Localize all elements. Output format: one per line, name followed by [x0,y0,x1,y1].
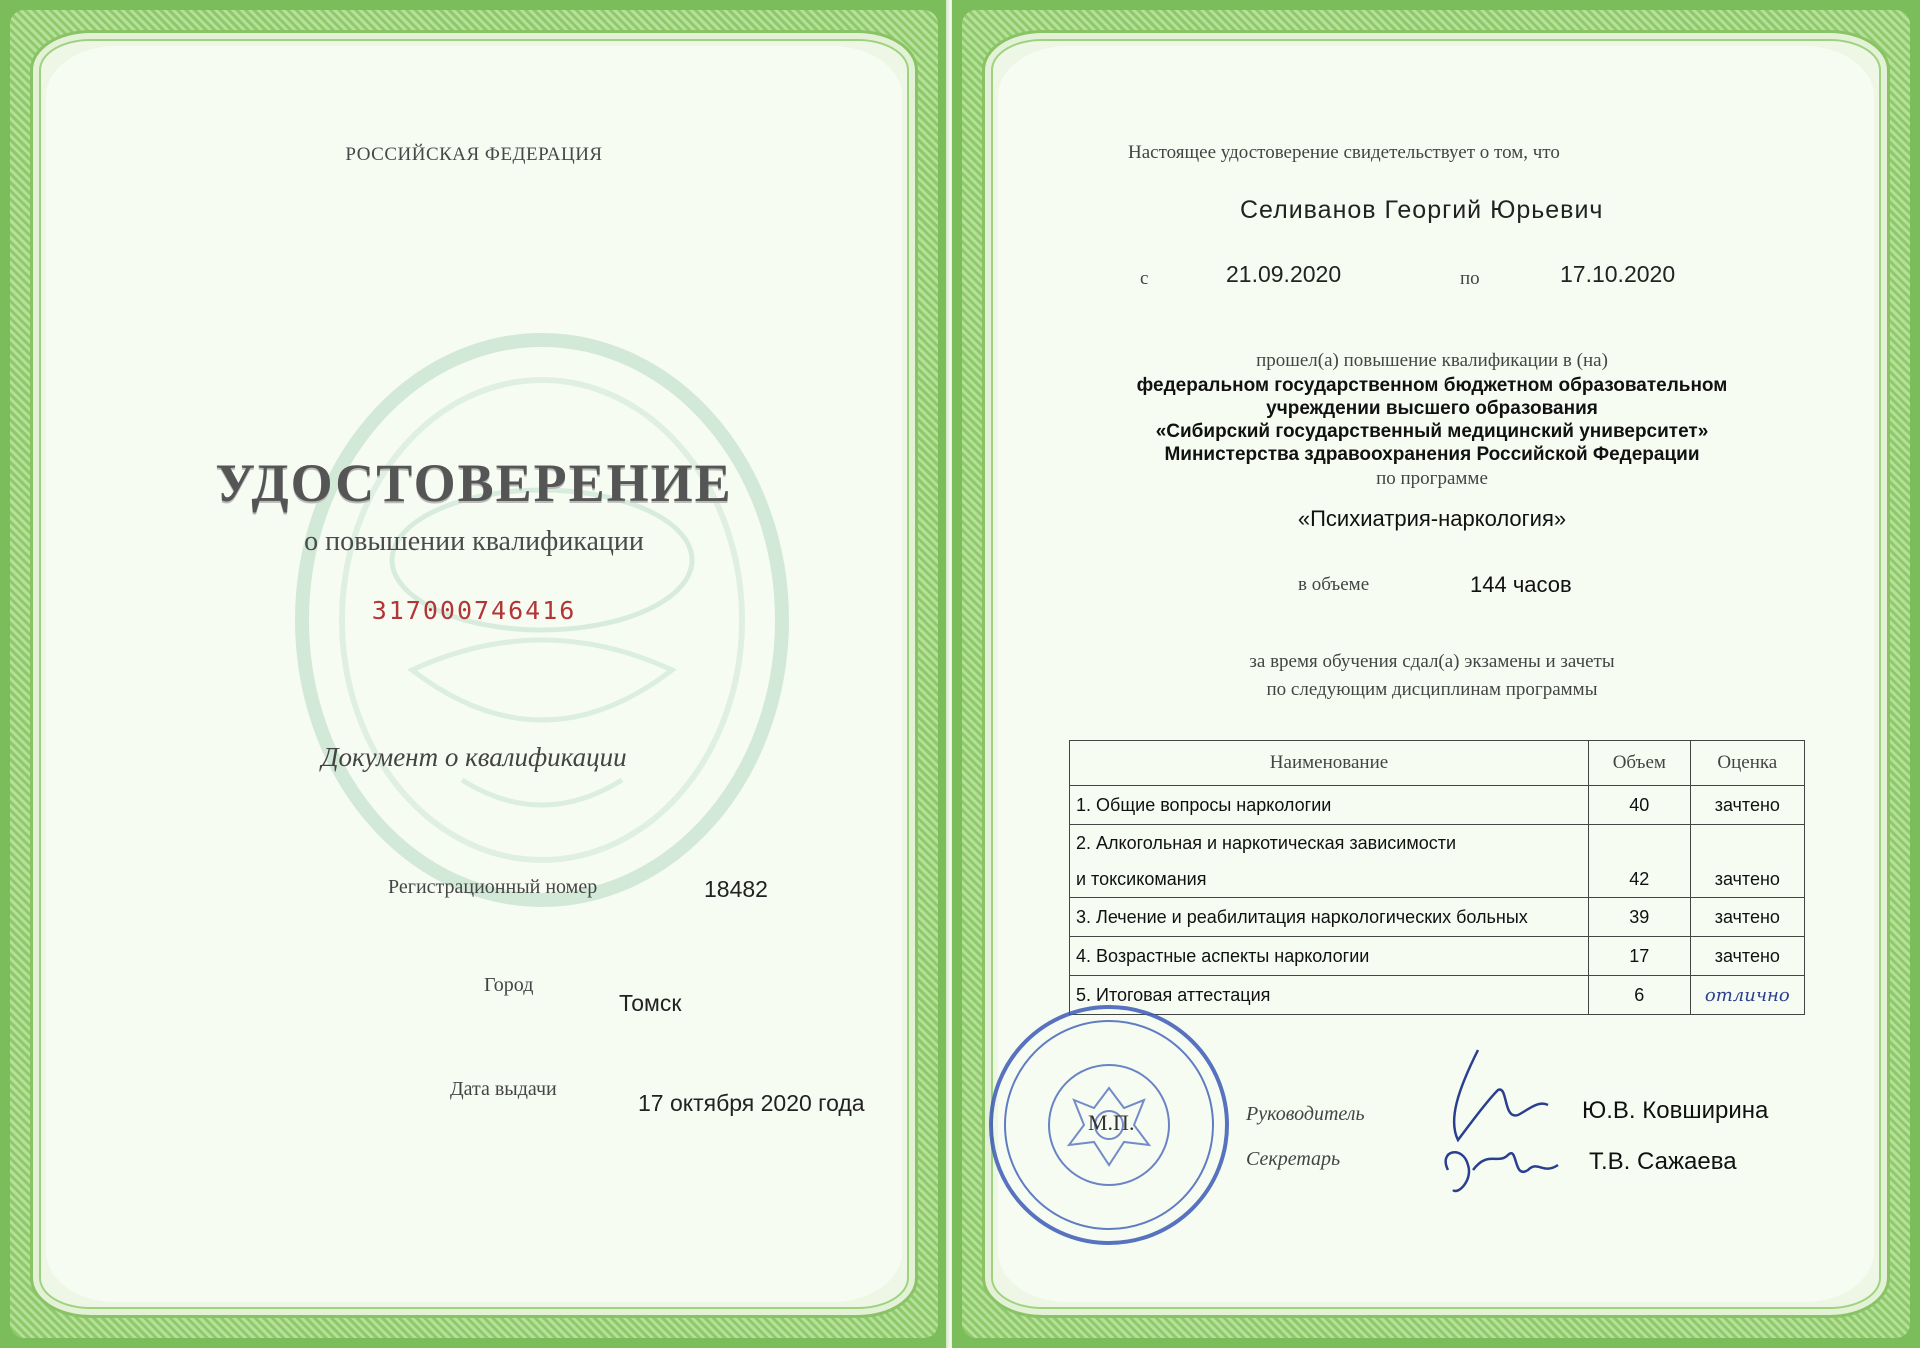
table-row [1070,898,1805,937]
city-label: Город [484,974,534,996]
signatory-role: Руководитель [1246,1103,1365,1125]
volume-value: 144 часов [1470,572,1572,597]
table-row [1070,861,1805,898]
discipline-name: 2. Алкогольная и наркотическая зависимости [1070,825,1589,862]
discipline-name: 4. Возрастные аспекты наркологии [1070,937,1589,976]
city-value: Томск [619,990,682,1016]
seal-placement-label: М.П. [1088,1110,1135,1135]
column-header-volume: Объем [1588,741,1690,786]
document-serial-number: 317000746416 [371,596,577,625]
column-header-grade: Оценка [1690,741,1804,786]
holder-name: Селиванов Георгий Юрьевич [1240,196,1604,224]
discipline-volume: 6 [1588,976,1690,1015]
period-from-date: 21.09.2020 [1226,261,1342,287]
exams-line: за время обучения сдал(а) экзамены и зачеты [1249,651,1615,672]
discipline-volume: 40 [1588,786,1690,825]
left-page [0,0,948,1348]
institution-line: федеральном государственном бюджетном образовательном [1136,375,1728,396]
table-row [1070,825,1805,862]
document-title: УДОСТОВЕРЕНИЕ [215,453,733,513]
period-to-label: по [1460,268,1480,289]
issue-date-value: 17 октября 2020 года [638,1090,865,1116]
discipline-grade: зачтено [1690,786,1804,825]
discipline-grade: зачтено [1690,898,1804,937]
program-name: «Психиатрия-наркология» [1297,506,1567,531]
discipline-name: 5. Итоговая аттестация [1070,976,1589,1015]
period-to-date: 17.10.2020 [1560,261,1676,287]
discipline-grade: зачтено [1690,861,1804,898]
institution-line: учреждении высшего образования [1266,398,1598,419]
table-row [1070,937,1805,976]
discipline-name: и токсикомания [1070,861,1589,898]
certificate-intro: Настоящее удостоверение свидетельствует о том, что [1128,142,1560,163]
discipline-name: 1. Общие вопросы наркологии [1070,786,1589,825]
discipline-volume [1588,825,1690,862]
table-header-row [1070,741,1805,786]
signatory-name: Ю.В. Ковширина [1582,1097,1769,1124]
signatory-name: Т.В. Сажаева [1589,1148,1737,1175]
discipline-grade: зачтено [1690,937,1804,976]
passed-training-text: прошел(а) повышение квалификации в (на) [1256,350,1608,371]
exams-line: по следующим дисциплинам программы [1266,679,1598,700]
program-label: по программе [1376,468,1488,489]
discipline-volume: 42 [1588,861,1690,898]
issue-date-label: Дата выдачи [450,1078,557,1100]
disciplines-table [1069,740,1805,1015]
period-from-label: с [1140,268,1149,289]
institution-line: «Сибирский государственный медицинский университет» [1155,421,1709,442]
country-heading: РОССИЙСКАЯ ФЕДЕРАЦИЯ [345,144,603,165]
document-type: Документ о квалификации [321,742,627,772]
discipline-name: 3. Лечение и реабилитация наркологических больных [1070,898,1589,937]
registration-number-value: 18482 [704,876,768,902]
institution-line: Министерства здравоохранения Российской Федерации [1164,444,1700,465]
discipline-grade-handwritten: отлично [1690,976,1804,1015]
exams-text [1072,648,1792,704]
discipline-volume: 39 [1588,898,1690,937]
column-header-name: Наименование [1070,741,1589,786]
volume-label: в объеме [1298,574,1370,595]
signatory-role: Секретарь [1246,1148,1341,1170]
table-row [1070,786,1805,825]
discipline-volume: 17 [1588,937,1690,976]
registration-number-label: Регистрационный номер [388,876,598,898]
discipline-grade [1690,825,1804,862]
document-subtitle: о повышении квалификации [304,526,644,557]
institution-name [1072,374,1792,466]
handwritten-signatures-icon [1418,1030,1568,1210]
